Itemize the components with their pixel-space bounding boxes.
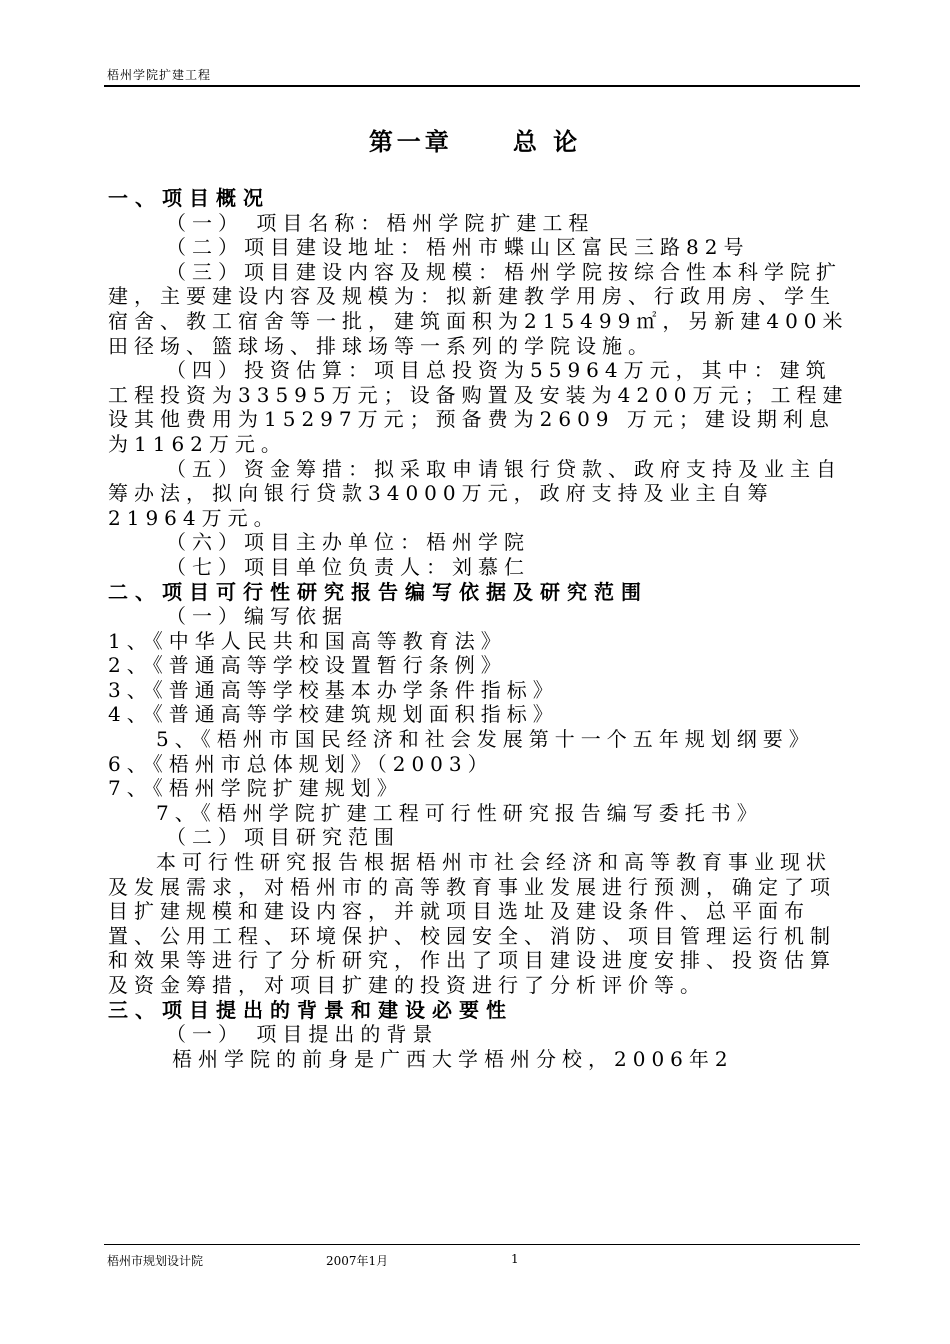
paragraph: （一） 项目名称：梧州学院扩建工程 (166, 210, 595, 235)
subheading: （一） 项目提出的背景 (166, 1022, 439, 1047)
footer-org: 梧州市规划设计院 (107, 1254, 204, 1268)
paragraph: （二）项目建设地址：梧州市蝶山区富民三路82号 (166, 235, 750, 260)
footer-rule (104, 1244, 860, 1245)
paragraph: （五）资金筹措：拟采取申请银行贷款、政府支持及业主自筹办法，拟向银行贷款34000万元，政府支持及业主自筹21964万元。 (108, 456, 842, 530)
reference-item: 7、《梧州学院扩建工程可行性研究报告编写委托书》 (156, 800, 763, 825)
chapter-number: 第一章 (368, 127, 453, 156)
running-title: 梧州学院扩建工程 (107, 68, 212, 82)
document-body (108, 186, 850, 1071)
reference-item: 5、《梧州市国民经济和社会发展第十一个五年规划纲要》 (156, 727, 815, 752)
footer-date: 2007年1月 (326, 1254, 389, 1268)
paragraph: （三）项目建设内容及规模：梧州学院按综合性本科学院扩建，主要建设内容及规模为：拟新建教学用房、行政用房、学生宿舍、教工宿舍等一批，建筑面积为215499㎡，另新建400米田径场、篮球场、排球场等一系列的学院设施。 (108, 259, 849, 358)
page-number: 1 (511, 1252, 519, 1266)
header-rule (104, 85, 860, 87)
reference-item: 2、《普通高等学校设置暂行条例》 (108, 653, 507, 678)
reference-item: 4、《普通高等学校建筑规划面积指标》 (108, 702, 559, 727)
section-heading: 二、项目可行性研究报告编写依据及研究范围 (108, 579, 648, 604)
reference-item: 6、《梧州市总体规划》（2003） (108, 751, 494, 776)
subheading: （二）项目研究范围 (166, 825, 400, 850)
paragraph: （六）项目主办单位：梧州学院 (166, 530, 530, 555)
subheading: （一）编写依据 (166, 604, 348, 629)
reference-item: 1、《中华人民共和国高等教育法》 (108, 628, 507, 653)
paragraph: 本可行性研究报告根据梧州市社会经济和高等教育事业现状及发展需求，对梧州市的高等教育事业发展进行预测，确定了项目扩建规模和建设内容，并就项目选址及建设条件、总平面布置、公用工程、环境保护、校园安全、消防、项目管理运行机制和效果等进行了分析研究，作出了项目建设进度安排、投资估算及资金筹措，对项目扩建的投资进行了分析评价等。 (108, 850, 836, 997)
chapter-title (0, 122, 950, 157)
paragraph: （四）投资估算：项目总投资为55964万元，其中：建筑工程投资为33595万元；设备购置及安装为4200万元；工程建设其他费用为15297万元；预备费为2609 万元；建设期利息为1162万元。 (108, 358, 849, 456)
section-heading: 一、项目概况 (108, 186, 270, 210)
reference-item: 3、《普通高等学校基本办学条件指标》 (108, 677, 559, 702)
reference-item: 7、《梧州学院扩建规划》 (108, 776, 403, 801)
paragraph: 梧州学院的前身是广西大学梧州分校，2006年2 (172, 1046, 734, 1071)
chapter-name: 总 论 (512, 127, 582, 156)
section-heading: 三、项目提出的背景和建设必要性 (108, 997, 513, 1022)
paragraph: （七）项目单位负责人：刘慕仁 (166, 554, 530, 579)
